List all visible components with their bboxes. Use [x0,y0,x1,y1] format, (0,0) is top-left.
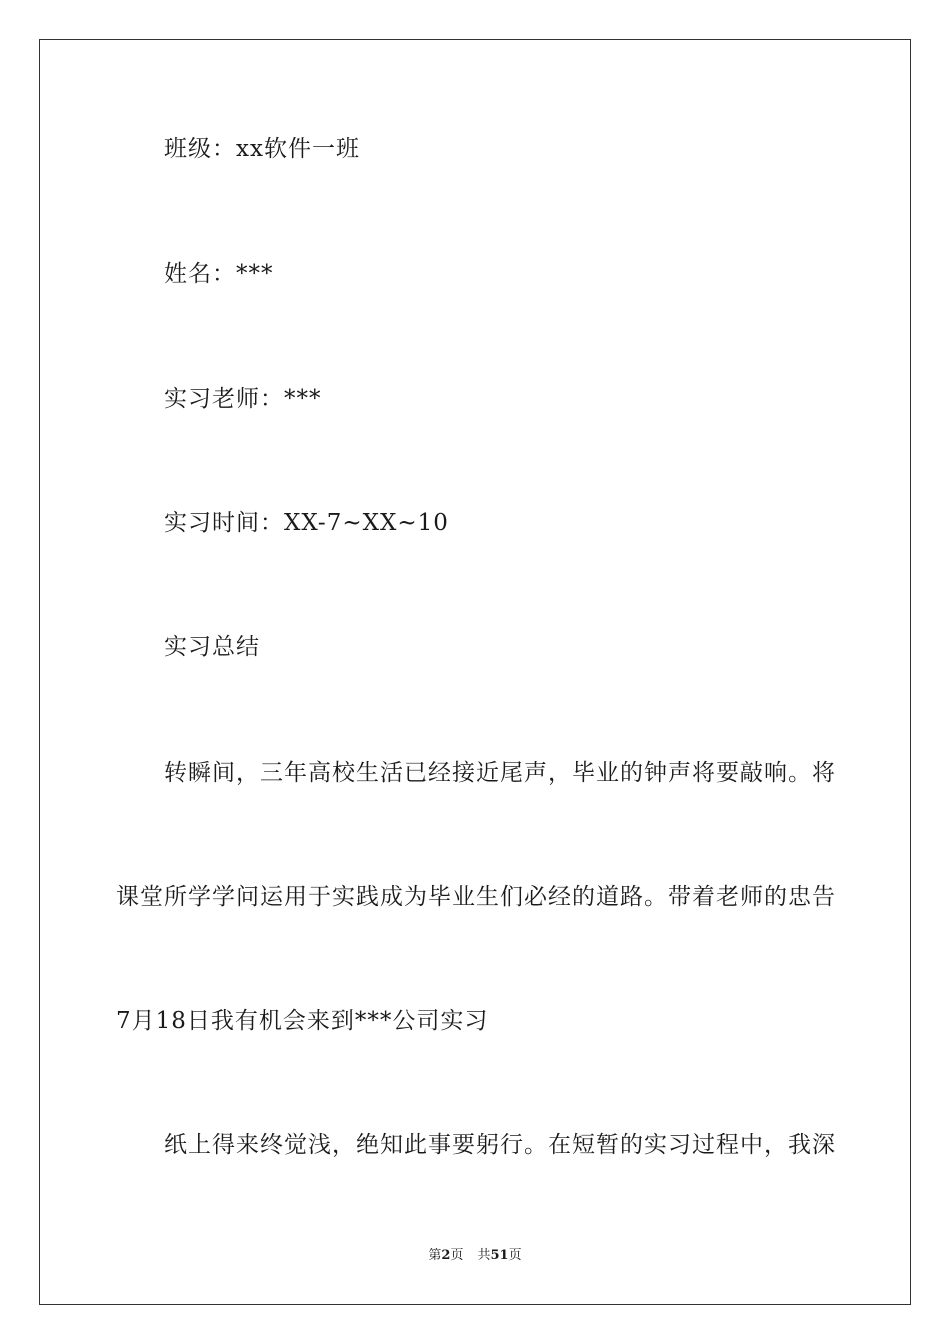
page-prefix: 第 [428,1248,442,1263]
total-pages: 51 [490,1248,509,1263]
paragraph-line: 7月18日我有机会来到***公司实习 [116,1008,489,1034]
page-number: 2 [441,1248,451,1263]
name-line: 姓名：*** [164,261,274,287]
paragraph-line: 纸上得来终觉浅，绝知此事要躬行。在短暂的实习过程中，我深 [164,1132,836,1158]
page-suffix: 页 [450,1248,464,1263]
page-footer [0,1247,950,1265]
page-border [39,39,911,1305]
paragraph-line: 课堂所学学问运用于实践成为毕业生们必经的道路。带着老师的忠告 [116,884,836,910]
teacher-line: 实习老师：*** [164,386,322,412]
section-heading: 实习总结 [164,634,260,660]
class-line: 班级：xx软件一班 [164,136,360,162]
paragraph-line: 转瞬间，三年高校生活已经接近尾声，毕业的钟声将要敲响。将 [164,760,836,786]
period-line: 实习时间：XX-7~XX~10 [164,510,449,536]
total-suffix: 页 [508,1248,522,1263]
total-prefix: 共 [477,1248,491,1263]
